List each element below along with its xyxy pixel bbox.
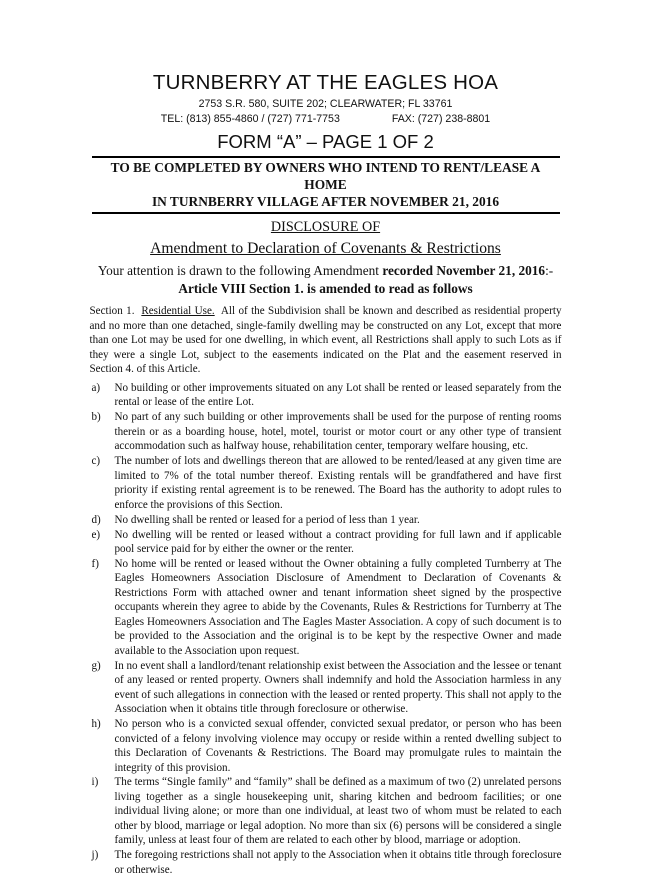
list-item [90,381,562,410]
clause-text: No home will be rented or leased without the Owner obtaining a fully completed Turnberry at The Eagles Homeowners Association Disclosure of Amendment to Declaration of Covenants & Restrictions Form with attached owner and tenant information sheet signed by the prospective occupants wherein they agree to abide by the Covenants, Rules & Restrictions for Turnberry at The Eagles Homeowners Association and The Eagles Master Association. A copy of such document is to be provided to the Association and the original is to be kept by the respective Owner and made available to the Association upon request. [114,557,562,657]
clause-marker: a) [91,381,101,394]
telephone-number: TEL: (813) 855-4860 / (727) 771-7753 [160,112,340,125]
document-body [90,297,562,877]
clause-text: No part of any such building or other improvements shall be used for the purpose of renting rooms therein or as a boarding house, hotel, motel, tourist or motor court or any other type of transient accommodation such as halfway house, rehabilitation center, temporary welfare housing, etc. [114,411,562,453]
list-item [90,717,562,775]
list-item [90,528,562,557]
banner-line-1: TO BE COMPLETED BY OWNERS WHO INTEND TO RENT/LEASE A HOME [110,159,541,192]
section-1-paragraph [90,304,562,376]
list-item [90,659,562,717]
clause-marker: h) [91,718,101,731]
article-reference-line: Article VIII Section 1. is amended to read as follows [178,281,473,297]
clause-marker: d) [91,513,101,526]
clause-text: No dwelling will be rented or leased without a contract providing for full lawn and if applicable pool service paid for by either the owner or the renter. [114,528,562,555]
clause-marker: f) [91,557,99,570]
clause-marker: c) [91,455,101,468]
completion-instruction-banner [92,156,560,214]
clause-text: No person who is a convicted sexual offender, convicted sexual predator, or person who has been convicted of a felony involving violence may occupy or reside within a rented dwelling subject to this Declaration of Covenants & Restrictions. The Board may promulgate rules to maintain the integrity of this provision. [114,718,562,774]
clause-marker: g) [91,659,101,672]
list-item [90,557,562,658]
section-number: Section 1. [89,305,135,318]
organization-name: TURNBERRY AT THE EAGLES HOA [152,71,499,94]
clause-marker: e) [91,528,101,541]
list-item [90,410,562,453]
fax-number: FAX: (727) 238-8801 [391,112,491,125]
list-item [90,848,562,877]
list-item [90,513,562,527]
disclosure-label-text: DISCLOSURE OF [270,219,381,236]
clause-text: The terms “Single family” and “family” shall be defined as a maximum of two (2) unrelated persons living together as a single housekeeping unit, sharing kitchen and bedroom facilities; or one individual living alone; or more than one individual, at least two of whom must be related to each other by blood, marriage or legal adoption. No more than six (6) persons will be considered a single family, unless at least four of them are related to each other by blood, marriage or adoption. [114,776,562,847]
amendment-title [0,239,651,259]
clause-list [90,381,562,877]
clause-text: No dwelling shall be rented or leased for a period of less than 1 year. [114,513,420,526]
form-page-label: FORM “A” – PAGE 1 OF 2 [217,130,434,152]
disclosure-label [0,218,651,236]
clause-marker: i) [91,776,99,789]
attention-prefix: Your attention is drawn to the following Amendment [97,262,383,278]
attention-line [0,262,651,279]
organization-contact [0,113,651,127]
clause-text: The foregoing restrictions shall not apply to the Association when it obtains title through foreclosure or otherwise. [114,849,562,876]
attention-suffix: :- [545,262,554,278]
section-body-text: All of the Subdivision shall be known and described as residential property and no more than one detached, single-family dwelling may be constructed on any Lot, except that more than one Lot may be used for one dwelling, in which event, all Restrictions shall apply to such Lots as if they were a single Lot, subject to the easements indicated on the Plat and the easement reserved in Section 4. of this Article. [89,305,562,376]
amendment-title-text: Amendment to Declaration of Covenants & Restrictions [150,239,501,257]
list-item [90,775,562,847]
organization-address: 2753 S.R. 580, SUITE 202; CLEARWATER; FL 33761 [198,97,453,110]
banner-line-2: IN TURNBERRY VILLAGE AFTER NOVEMBER 21, 2016 [151,194,500,210]
list-item [90,454,562,512]
document-masthead [0,0,651,153]
clause-marker: j) [91,849,99,862]
clause-text: The number of lots and dwellings thereon that are allowed to be rented/leased at any given time are limited to 7% of the total number thereof. Existing rentals will be grandfathered and have first priority if existing rental agreement is to be renewed. The Board has the authority to adopt rules to enforce the provisions of this Section. [114,455,562,511]
section-title-underlined: Residential Use. [141,305,215,318]
clause-text: In no event shall a landlord/tenant relationship exist between the Association and the lessee or tenant of any leased or rented property. Owners shall indemnify and hold the Association harmless in any event of such allegations in connection with the leased or rented property. This shall not apply to the Association when it obtains title through foreclosure or otherwise. [114,659,562,716]
attention-recorded-date: recorded November 21, 2016 [382,262,546,278]
clause-text: No building or other improvements situated on any Lot shall be rented or leased separately from the rental or lease of the entire Lot. [114,381,562,409]
clause-marker: b) [91,411,101,424]
